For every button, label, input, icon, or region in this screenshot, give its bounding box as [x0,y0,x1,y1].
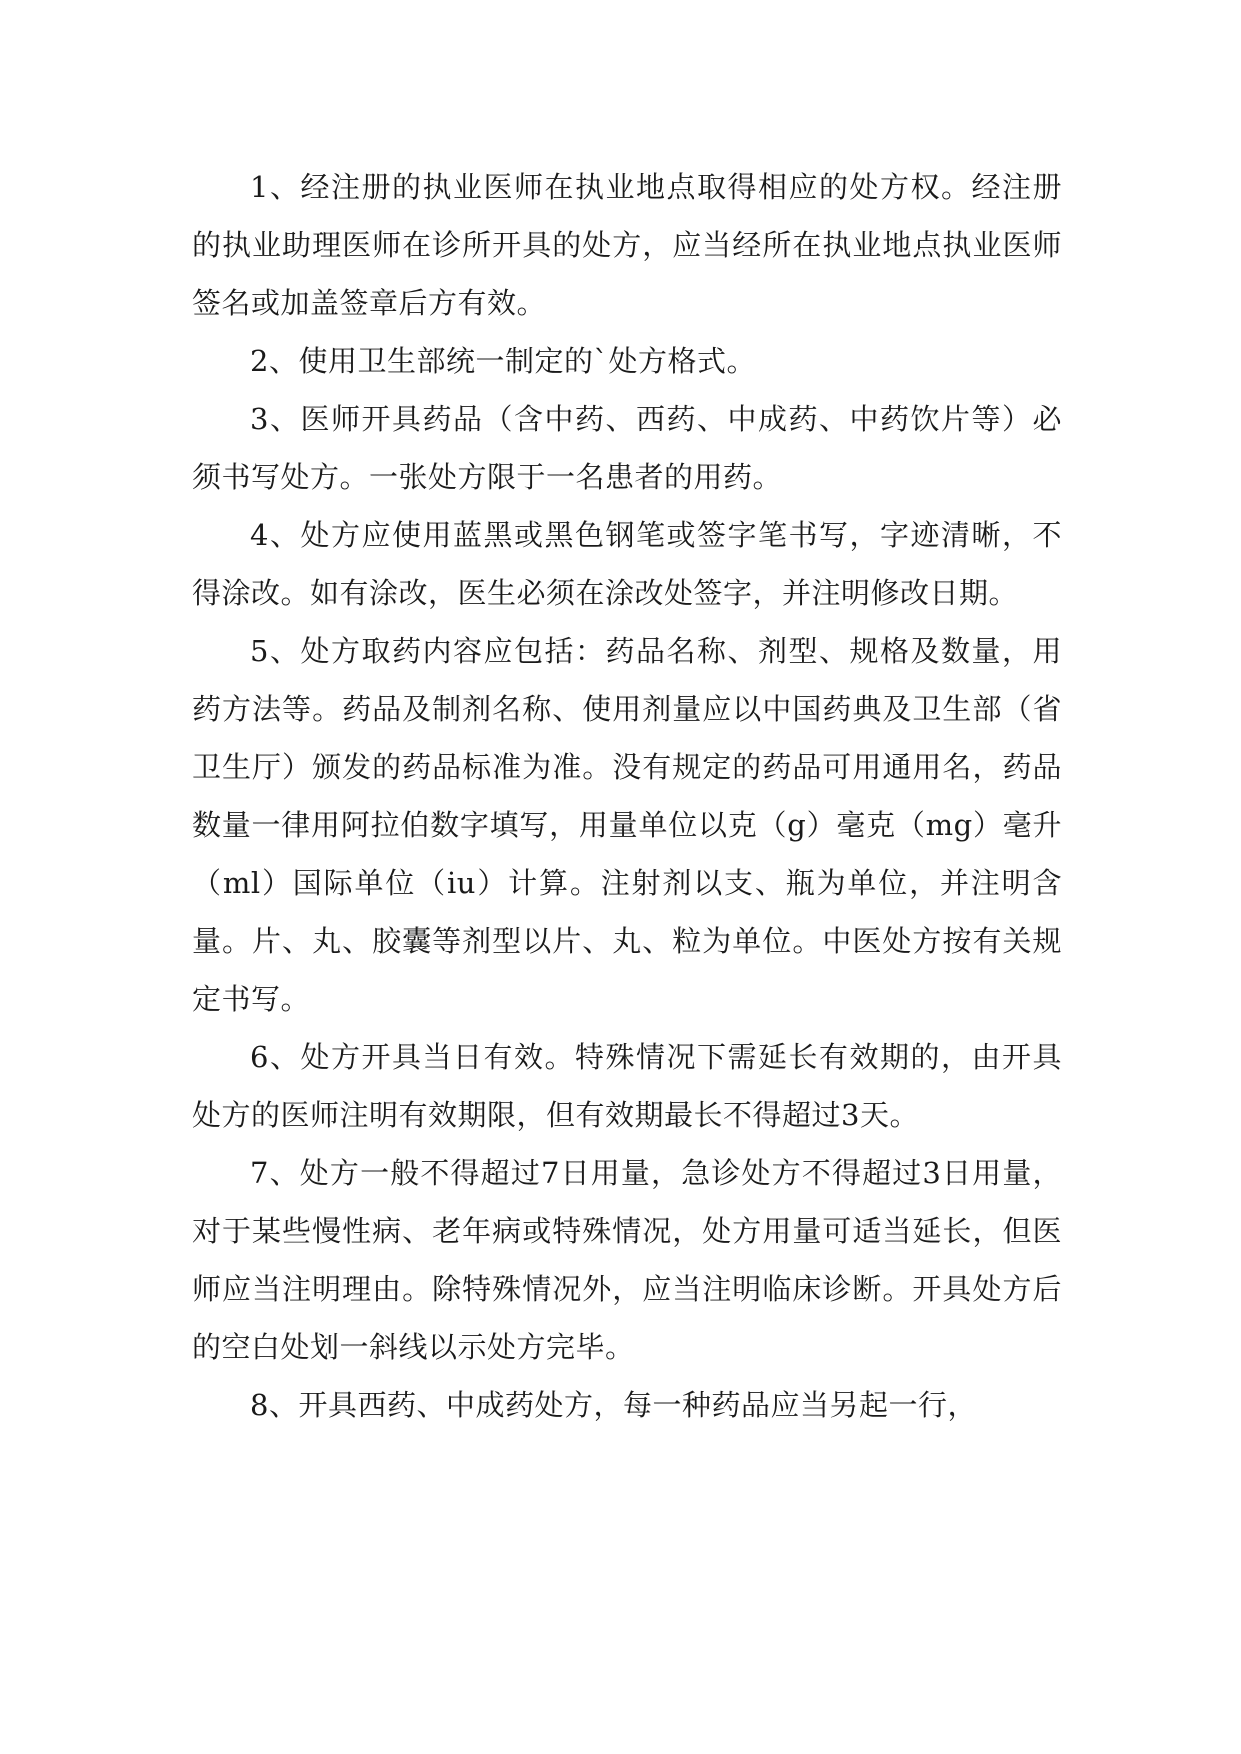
paragraph-1: 1、经注册的执业医师在执业地点取得相应的处方权。经注册的执业助理医师在诊所开具的处方，应当经所在执业地点执业医师签名或加盖签章后方有效。 [192,170,1062,320]
paragraph-4: 4、处方应使用蓝黑或黑色钢笔或签字笔书写，字迹清晰，不得涂改。如有涂改，医生必须在涂改处签字，并注明修改日期。 [192,518,1062,610]
paragraph-3: 3、医师开具药品（含中药、西药、中成药、中药饮片等）必须书写处方。一张处方限于一名患者的用药。 [192,402,1062,494]
paragraph-2: 2、使用卫生部统一制定的`处方格式。 [250,344,756,378]
paragraph-6: 6、处方开具当日有效。特殊情况下需延长有效期的，由开具处方的医师注明有效期限，但有效期最长不得超过3天。 [192,1040,1062,1132]
paragraph-8: 8、开具西药、中成药处方，每一种药品应当另起一行， [250,1388,977,1422]
document-body [192,158,1062,1434]
paragraph-5: 5、处方取药内容应包括：药品名称、剂型、规格及数量，用药方法等。药品及制剂名称、使用剂量应以中国药典及卫生部（省卫生厅）颁发的药品标准为准。没有规定的药品可用通用名，药品数量一律用阿拉伯数字填写，用量单位以克（g）毫克（mg）毫升（ml）国际单位（iu）计算。注射剂以支、瓶为单位，并注明含量。片、丸、胶囊等剂型以片、丸、粒为单位。中医处方按有关规定书写。 [192,634,1062,1016]
paragraph-7: 7、处方一般不得超过7日用量，急诊处方不得超过3日用量，对于某些慢性病、老年病或特殊情况，处方用量可适当延长，但医师应当注明理由。除特殊情况外，应当注明临床诊断。开具处方后的空白处划一斜线以示处方完毕。 [192,1156,1062,1364]
